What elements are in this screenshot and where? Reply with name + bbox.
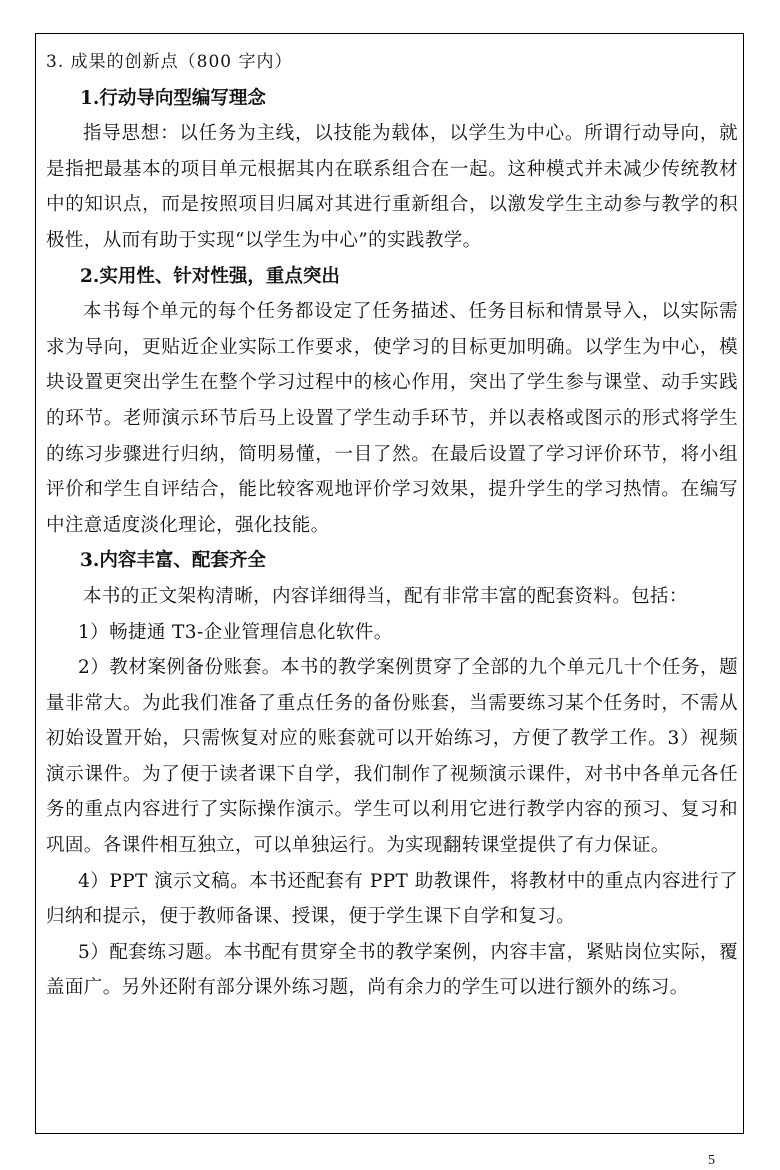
heading-practicality: 2.实用性、针对性强，重点突出 [80,265,340,287]
page-number: 5 [708,1153,715,1168]
section-title: 3. 成果的创新点（800 字内） [46,52,293,72]
document-body [46,45,738,1006]
paragraph-structure: 本书的正文架构清晰，内容详细得当，配有非常丰富的配套资料。包括： [83,585,688,607]
heading-action-oriented: 1.行动导向型编写理念 [80,87,266,109]
list-item-software: 1）畅捷通 T3-企业管理信息化软件。 [78,621,393,643]
paragraph-unit-tasks: 本书每个单元的每个任务都设定了任务描述、任务目标和情景导入，以实际需求为导向，更贴近企业实际工作要求，使学习的目标更加明确。以学生为中心，模块设置更突出学生在整个学习过程中的核心作用，突出了学生参与课堂、动手实践的环节。老师演示环节后马上设置了学生动手环节，并以表格或图示的形式将学生的练习步骤进行归纳，简明易懂，一目了然。在最后设置了学习评价环节，将小组评价和学生自评结合，能比较客观地评价学习效果，提升学生的学习热情。在编写中注意适度淡化理论，强化技能。 [46,301,738,536]
paragraph-guiding-idea: 指导思想：以任务为主线，以技能为载体，以学生为中心。所谓行动导向，就是指把最基本的项目单元根据其内在联系组合在一起。这种模式并未减少传统教材中的知识点，而是按照项目归属对其进行重新组合，以激发学生主动参与教学的积极性，从而有助于实现“以学生为中心”的实践教学。 [46,123,738,251]
heading-rich-content: 3.内容丰富、配套齐全 [80,550,266,572]
list-item-ppt: 4）PPT 演示文稿。本书还配套有 PPT 助教课件，将教材中的重点内容进行了归纳和提示，便于教师备课、授课，便于学生课下自学和复习。 [46,870,738,928]
list-item-exercises: 5）配套练习题。本书配有贯穿全书的教学案例，内容丰富，紧贴岗位实际，覆盖面广。另外还附有部分课外练习题，尚有余力的学生可以进行额外的练习。 [46,941,738,999]
list-item-backup-accounts: 2）教材案例备份账套。本书的教学案例贯穿了全部的九个单元几十个任务，题量非常大。为此我们准备了重点任务的备份账套，当需要练习某个任务时，不需从初始设置开始，只需恢复对应的账套就可以开始练习，方便了教学工作。3）视频演示课件。为了便于读者课下自学，我们制作了视频演示课件，对书中各单元各任务的重点内容进行了实际操作演示。学生可以利用它进行教学内容的预习、复习和巩固。各课件相互独立，可以单独运行。为实现翻转课堂提供了有力保证。 [46,657,738,857]
content-frame [35,33,744,1134]
